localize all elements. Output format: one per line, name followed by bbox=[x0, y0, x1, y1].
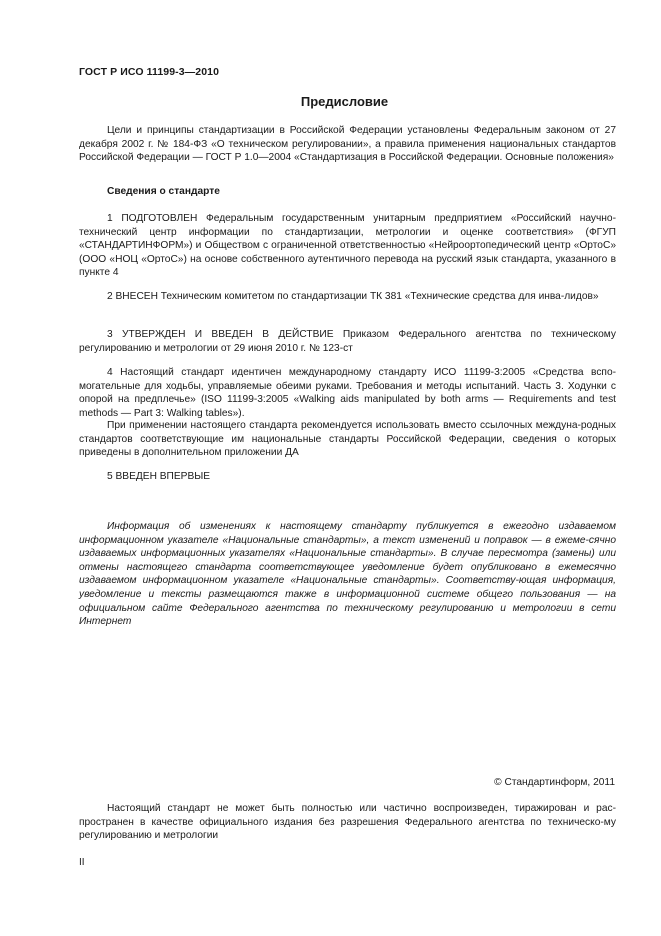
intro-paragraph: Цели и принципы стандартизации в Российской Федерации установлены Федеральным законом от 27 декабря 2002 г. № 184-ФЗ «О техническом регулировании», а правила применения национальных стандартов Российской Федерации — ГОСТ Р 1.0—2004 «Стандартизация в Российской Федерации. Основные положения» bbox=[79, 125, 616, 164]
page-title: Предисловие bbox=[300, 94, 389, 109]
item-2-paragraph: 2 ВНЕСЕН Техническим комитетом по стандартизации ТК 381 «Технические средства для инва-лидов» bbox=[107, 291, 599, 302]
item-3-paragraph: 3 УТВЕРЖДЕН И ВВЕДЕН В ДЕЙСТВИЕ Приказом Федерального агентства по техническому регулированию и метрологии от 29 июня 2010 г. № 123-ст bbox=[79, 329, 616, 354]
section-heading: Сведения о стандарте bbox=[107, 186, 220, 197]
document-header: ГОСТ Р ИСО 11199-3—2010 bbox=[79, 66, 220, 78]
item-1-paragraph: 1 ПОДГОТОВЛЕН Федеральным государственным унитарным предприятием «Российский научно-технический центр информации по стандартизации, метрологии и оценке соответствия» (ФГУП «СТАНДАРТИНФОРМ») и Обществом с ограниченной ответственностью «Нейроортопедический центр «ОртоС» (ООО «НОЦ «ОртоС») на основе собственного аутентичного перевода на русский язык стандарта, указанного в пункте 4 bbox=[79, 213, 616, 279]
references-paragraph: При применении настоящего стандарта рекомендуется использовать вместо ссылочных междуна-родных стандартов соответствующие им национальные стандарты Российской Федерации, сведения о которых приведены в дополнительном приложении ДА bbox=[79, 420, 616, 459]
rights-paragraph: Настоящий стандарт не может быть полностью или частично воспроизведен, тиражирован и рас-пространен в качестве официального издания без разрешения Федерального агентства по техническо-му регулированию и метрологии bbox=[79, 803, 616, 842]
item-5-paragraph: 5 ВВЕДЕН ВПЕРВЫЕ bbox=[107, 471, 211, 482]
copyright-line: © Стандартинформ, 2011 bbox=[494, 777, 615, 788]
page-number: II bbox=[79, 857, 85, 868]
notice-paragraph: Информация об изменениях к настоящему стандарту публикуется в ежегодно издаваемом информационном указателе «Национальные стандарты», а текст изменений и поправок — в ежеме-сячно издаваемых информационных указателях «Национальные стандарты». В случае пересмотра (замены) или отмены настоящего стандарта соответствующее уведомление будет опубликовано в ежемесячно издаваемом информационном указателе «Национальные стандарты». Соответству-ющая информация, уведомление и тексты размещаются также в информационной системе общего пользования — на официальном сайте Федерального агентства по техническому регулированию и метрологии в сети Интернет bbox=[79, 521, 616, 628]
item-4-paragraph: 4 Настоящий стандарт идентичен международному стандарту ИСО 11199-3:2005 «Средства вспо-могательные для ходьбы, управляемые обеими руками. Требования и методы испытаний. Часть 3. Ходунки с опорой на предплечье» (ISO 11199-3:2005 «Walking aids manipulated by both arms — Requirements and test methods — Part 3: Walking tables»). bbox=[79, 367, 616, 419]
